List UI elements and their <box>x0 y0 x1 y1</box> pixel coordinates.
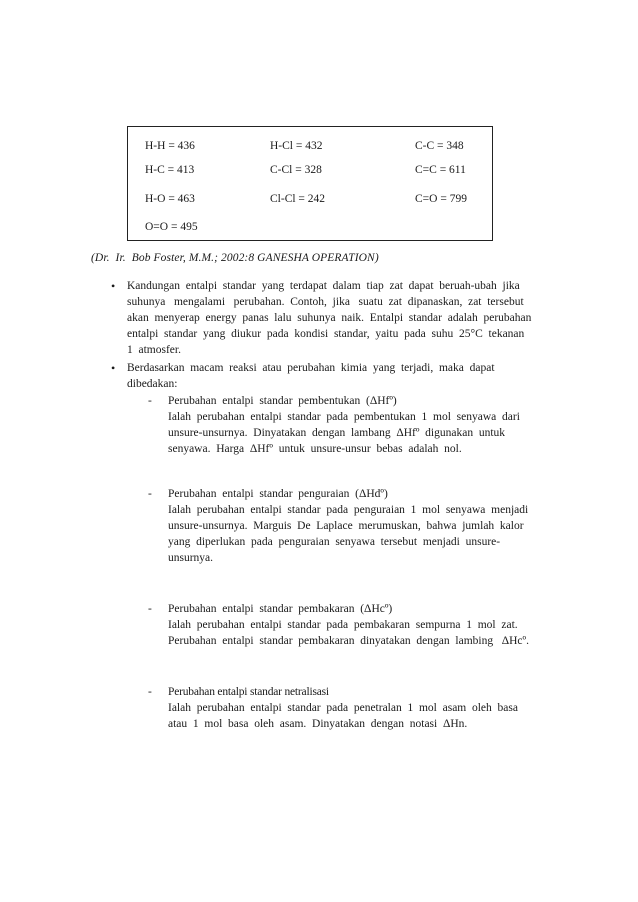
subitem-line: Perubahan entalpi standar pembakaran dinyatakan dengan lambing ΔHcº. <box>168 635 529 647</box>
paragraph-line: suhunya mengalami perubahan. Contoh, jika suatu zat dipanaskan, zat tersebut <box>127 296 524 308</box>
subitem-line: yang diperlukan pada penguraian senyawa tersebut menjadi unsure- <box>168 536 501 548</box>
subitem-line: unsure-unsurnya. Marguis De Laplace merumuskan, bahwa jumlah kalor <box>168 520 524 532</box>
paragraph-line: akan menyerap energy panas lalu suhunya naik. Entalpi standar adalah perubahan <box>127 312 532 324</box>
bond-value: C=C = 611 <box>415 164 466 176</box>
subitem-line: Ialah perubahan entalpi standar pada pembakaran sempurna 1 mol zat. <box>168 619 518 631</box>
bond-value: H-Cl = 432 <box>270 140 323 152</box>
paragraph-line: dibedakan: <box>127 378 178 390</box>
source-citation: (Dr. Ir. Bob Foster, M.M.; 2002:8 GANESHA OPERATION) <box>91 252 379 264</box>
subitem-heading: Perubahan entalpi standar pembakaran (ΔHcº) <box>168 603 393 615</box>
paragraph-line: Berdasarkan macam reaksi atau perubahan kimia yang terjadi, maka dapat <box>127 362 495 374</box>
bond-value: C-C = 348 <box>415 140 464 152</box>
bond-value: C=O = 799 <box>415 193 467 205</box>
subitem-line: Ialah perubahan entalpi standar pada penguraian 1 mol senyawa menjadi <box>168 504 529 516</box>
dash-marker: - <box>148 686 152 698</box>
bullet-marker: • <box>111 279 116 293</box>
subitem-line: Ialah perubahan entalpi standar pada penetralan 1 mol asam oleh basa <box>168 702 518 714</box>
subitem-line: unsure-unsurnya. Dinyatakan dengan lambang ΔHfº digunakan untuk <box>168 427 506 439</box>
subitem-line: Ialah perubahan entalpi standar pada pembentukan 1 mol senyawa dari <box>168 411 520 423</box>
bullet-marker: • <box>111 361 116 375</box>
paragraph-line: 1 atmosfer. <box>127 344 181 356</box>
subitem-heading: Perubahan entalpi standar netralisasi <box>168 686 329 698</box>
bond-value: H-H = 436 <box>145 140 195 152</box>
dash-marker: - <box>148 395 152 407</box>
dash-marker: - <box>148 603 152 615</box>
subitem-line: atau 1 mol basa oleh asam. Dinyatakan dengan notasi ΔHn. <box>168 718 468 730</box>
subitem-heading: Perubahan entalpi standar pembentukan (ΔHfº) <box>168 395 397 407</box>
paragraph-line: Kandungan entalpi standar yang terdapat dalam tiap zat dapat beruah-ubah jika <box>127 280 520 292</box>
bond-value: H-C = 413 <box>145 164 195 176</box>
bond-value: O=O = 495 <box>145 221 198 233</box>
bond-value: C-Cl = 328 <box>270 164 322 176</box>
dash-marker: - <box>148 488 152 500</box>
paragraph-line: entalpi standar yang diukur pada kondisi standar, yaitu pada suhu 25°C tekanan <box>127 328 525 340</box>
subitem-line: unsurnya. <box>168 552 214 564</box>
bond-value: Cl-Cl = 242 <box>270 193 326 205</box>
subitem-heading: Perubahan entalpi standar penguraian (ΔHdº) <box>168 488 388 500</box>
bond-value: H-O = 463 <box>145 193 195 205</box>
subitem-line: senyawa. Harga ΔHfº untuk unsure-unsur bebas adalah nol. <box>168 443 462 455</box>
